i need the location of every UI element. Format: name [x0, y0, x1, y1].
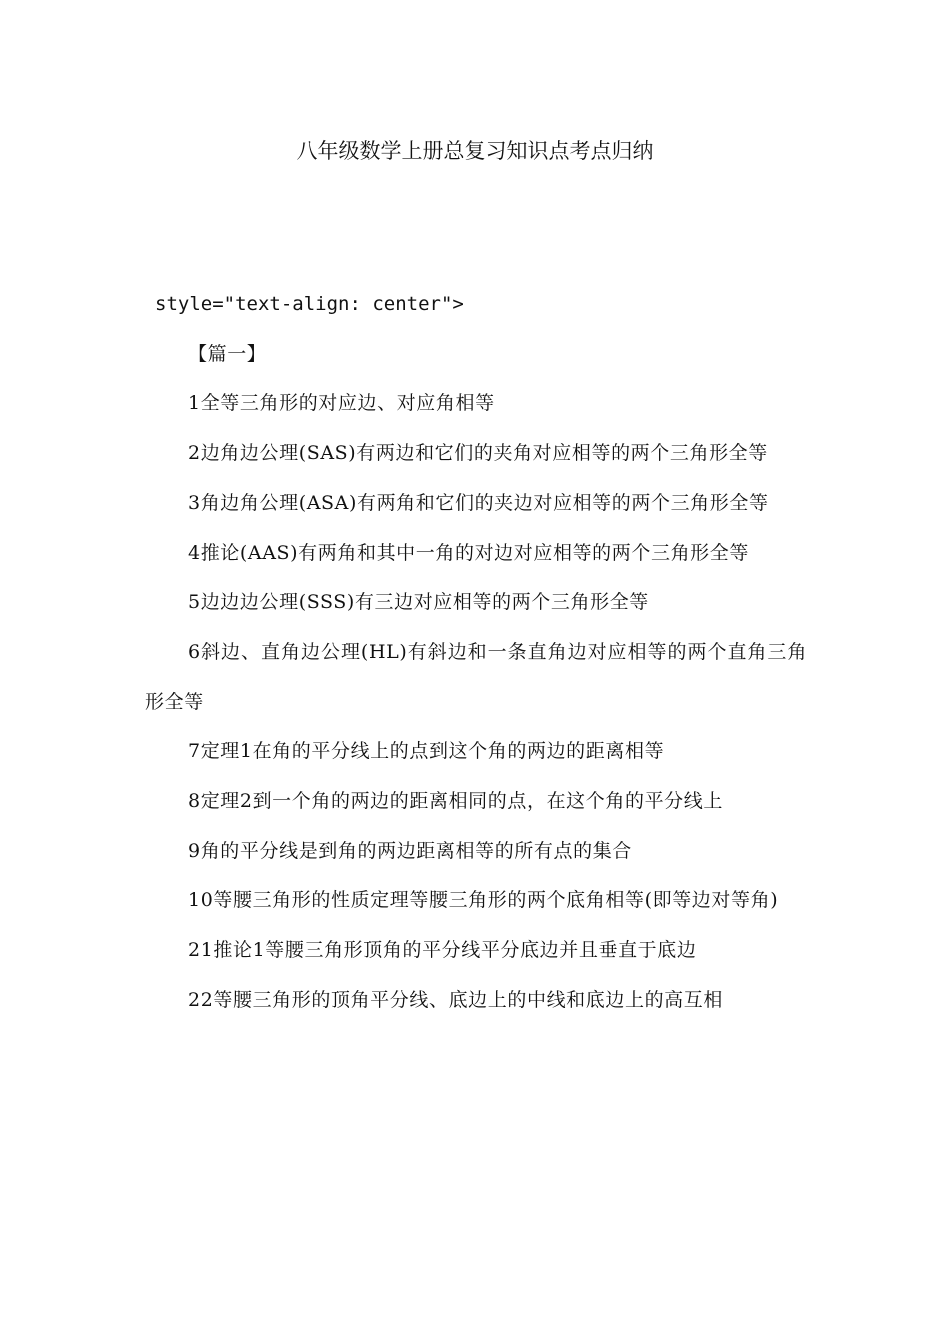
- paragraph-item-6: 6斜边、直角边公理(HL)有斜边和一条直角边对应相等的两个直角三角形全等: [145, 640, 807, 713]
- paragraph-item-21: 21推论1等腰三角形顶角的平分线平分底边并且垂直于底边: [188, 939, 697, 962]
- paragraph-item-2: 2边角边公理(SAS)有两边和它们的夹角对应相等的两个三角形全等: [188, 442, 768, 465]
- paragraph-item-7: 7定理1在角的平分线上的点到这个角的两边的距离相等: [188, 740, 665, 763]
- document-title: 八年级数学上册总复习知识点考点归纳: [296, 139, 654, 163]
- paragraph-markup-fragment: style="text-align: center">: [155, 293, 464, 315]
- paragraph-item-8: 8定理2到一个角的两边的距离相同的点，在这个角的平分线上: [188, 790, 723, 813]
- paragraph-item-10: 10等腰三角形的性质定理等腰三角形的两个底角相等(即等边对等角): [188, 889, 779, 912]
- paragraph-item-3: 3角边角公理(ASA)有两角和它们的夹边对应相等的两个三角形全等: [188, 491, 769, 514]
- section-heading-part-one: 【篇一】: [188, 342, 267, 365]
- paragraph-item-22: 22等腰三角形的顶角平分线、底边上的中线和底边上的高互相: [188, 988, 723, 1011]
- document-body: [145, 280, 807, 1026]
- paragraph-item-5: 5边边边公理(SSS)有三边对应相等的两个三角形全等: [188, 591, 649, 614]
- paragraph-item-1: 1全等三角形的对应边、对应角相等: [188, 392, 495, 415]
- paragraph-item-9: 9角的平分线是到角的两边距离相等的所有点的集合: [188, 839, 632, 862]
- paragraph-item-4: 4推论(AAS)有两角和其中一角的对边对应相等的两个三角形全等: [188, 541, 749, 564]
